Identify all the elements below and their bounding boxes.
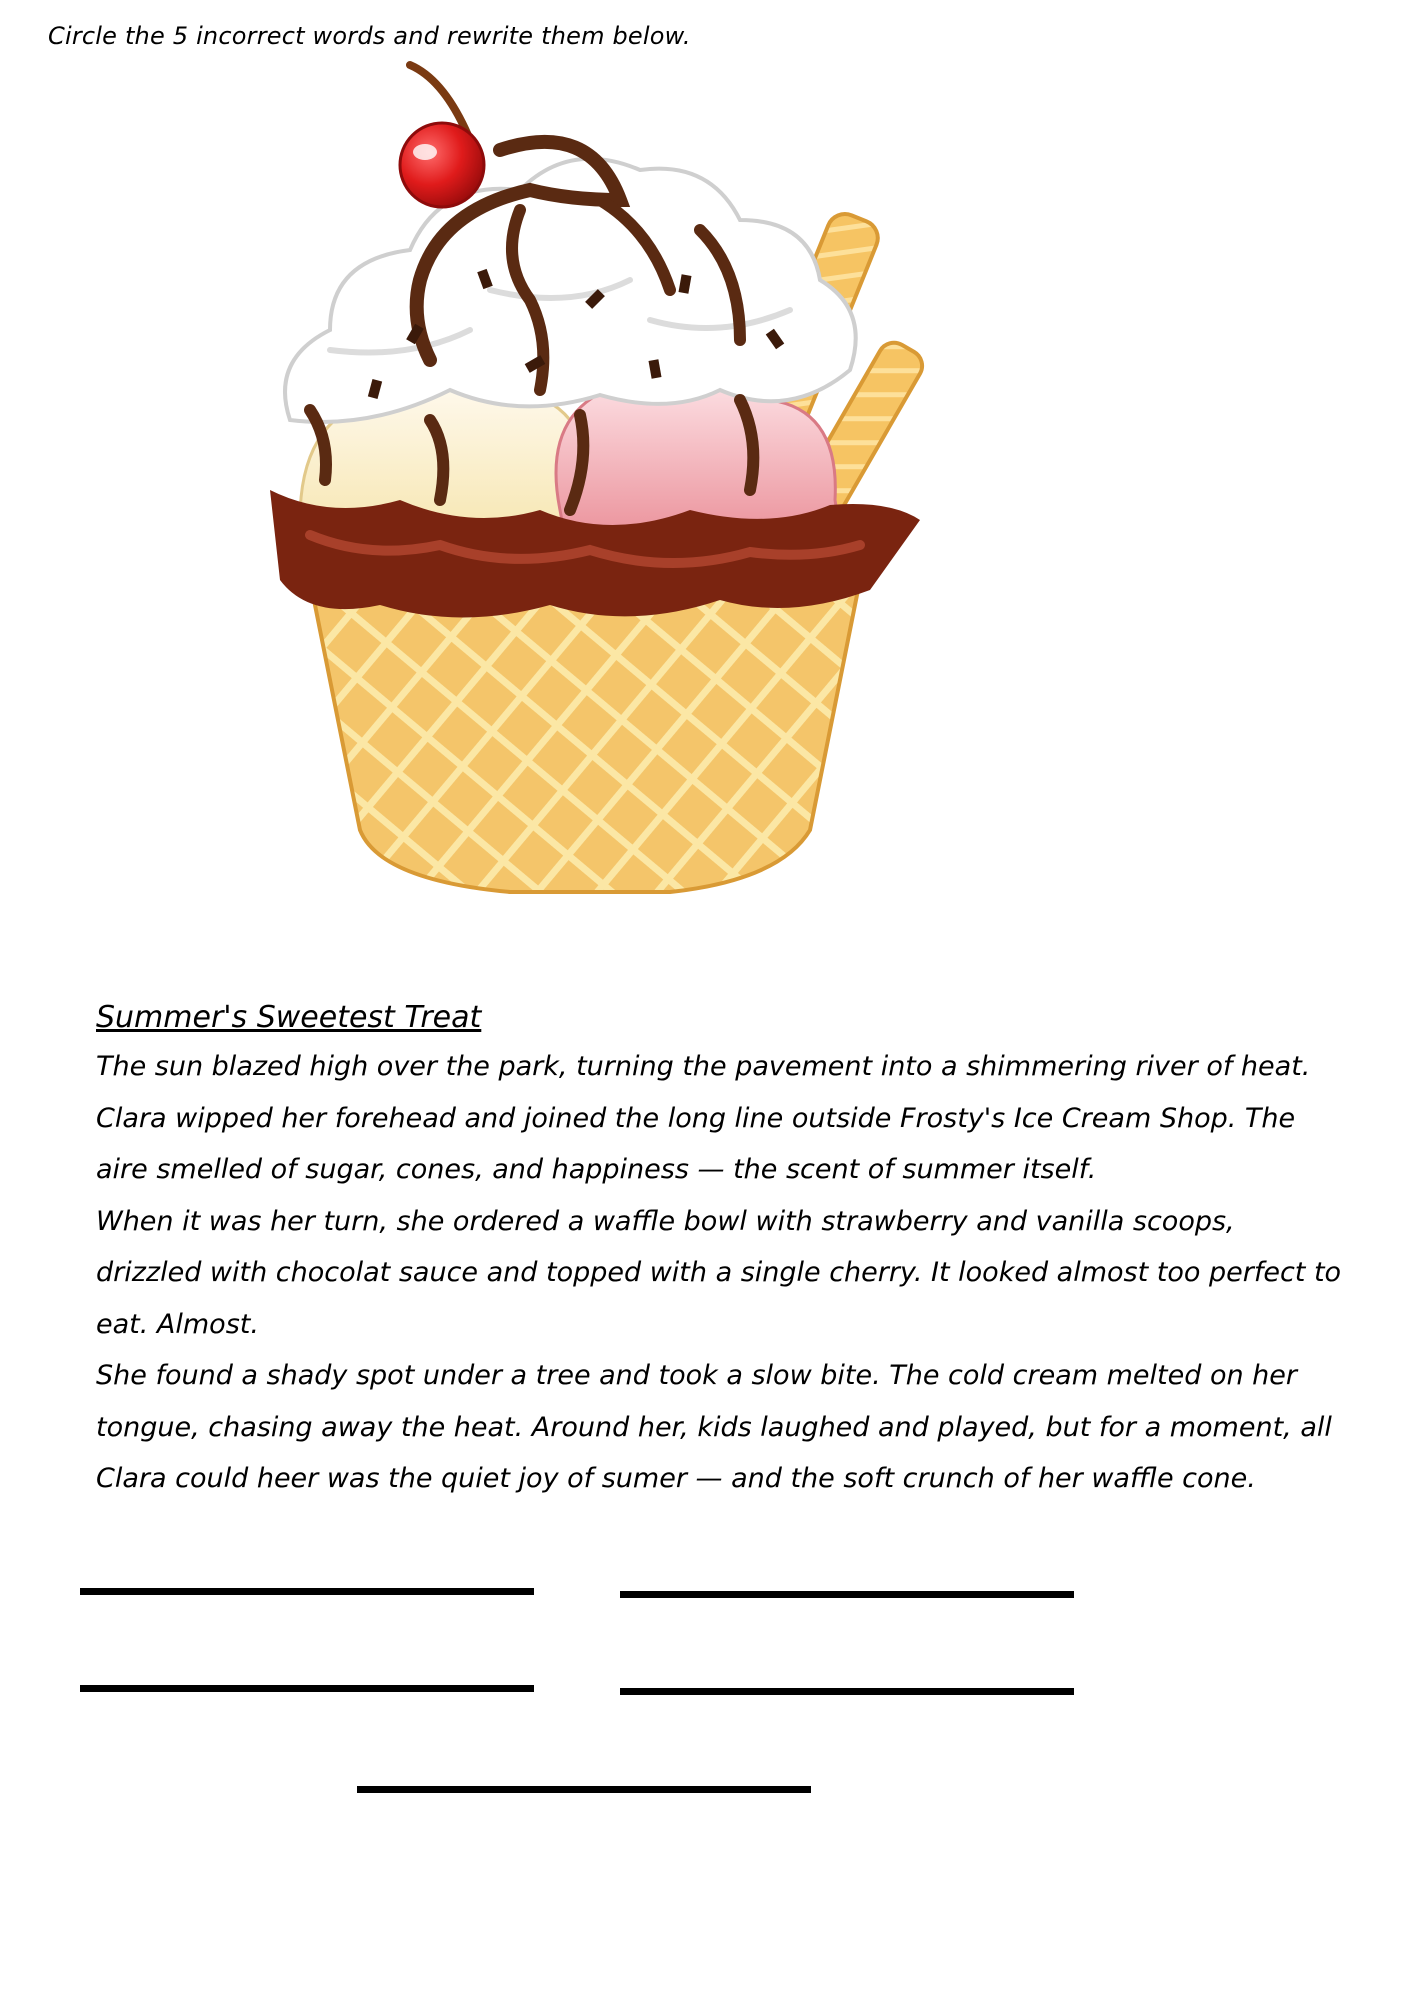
story-paragraph-3: She found a shady spot under a tree and took a slow bite. The cold cream melted on her tongue, chasing away the heat. Around her, kids laughed and played, but for a moment, all Clara could heer was the quiet joy of sumer — and the soft crunch of her waffle cone. (96, 1360, 1332, 1494)
story-section (96, 1000, 1346, 1505)
answer-line-4[interactable] (620, 1688, 1074, 1695)
answer-line-3[interactable] (80, 1685, 534, 1692)
ice-cream-sundae-illustration (270, 60, 1070, 920)
story-paragraph-1: The sun blazed high over the park, turning the pavement into a shimmering river of heat. Clara wipped her forehead and joined the long line outside Frosty's Ice Cream Shop. The aire smelled of sugar, cones, and happiness — the scent of summer itself. (96, 1051, 1311, 1185)
answer-line-1[interactable] (80, 1588, 534, 1595)
story-title: Summer's Sweetest Treat (96, 1000, 482, 1035)
answer-line-5[interactable] (357, 1786, 811, 1793)
instruction-text: Circle the 5 incorrect words and rewrite them below. (48, 22, 691, 50)
answer-line-2[interactable] (620, 1591, 1074, 1598)
story-paragraph-2: When it was her turn, she ordered a waffle bowl with strawberry and vanilla scoops, drizzled with chocolat sauce and topped with a single cherry. It looked almost too perfect to eat. Almost. (96, 1205, 1342, 1340)
